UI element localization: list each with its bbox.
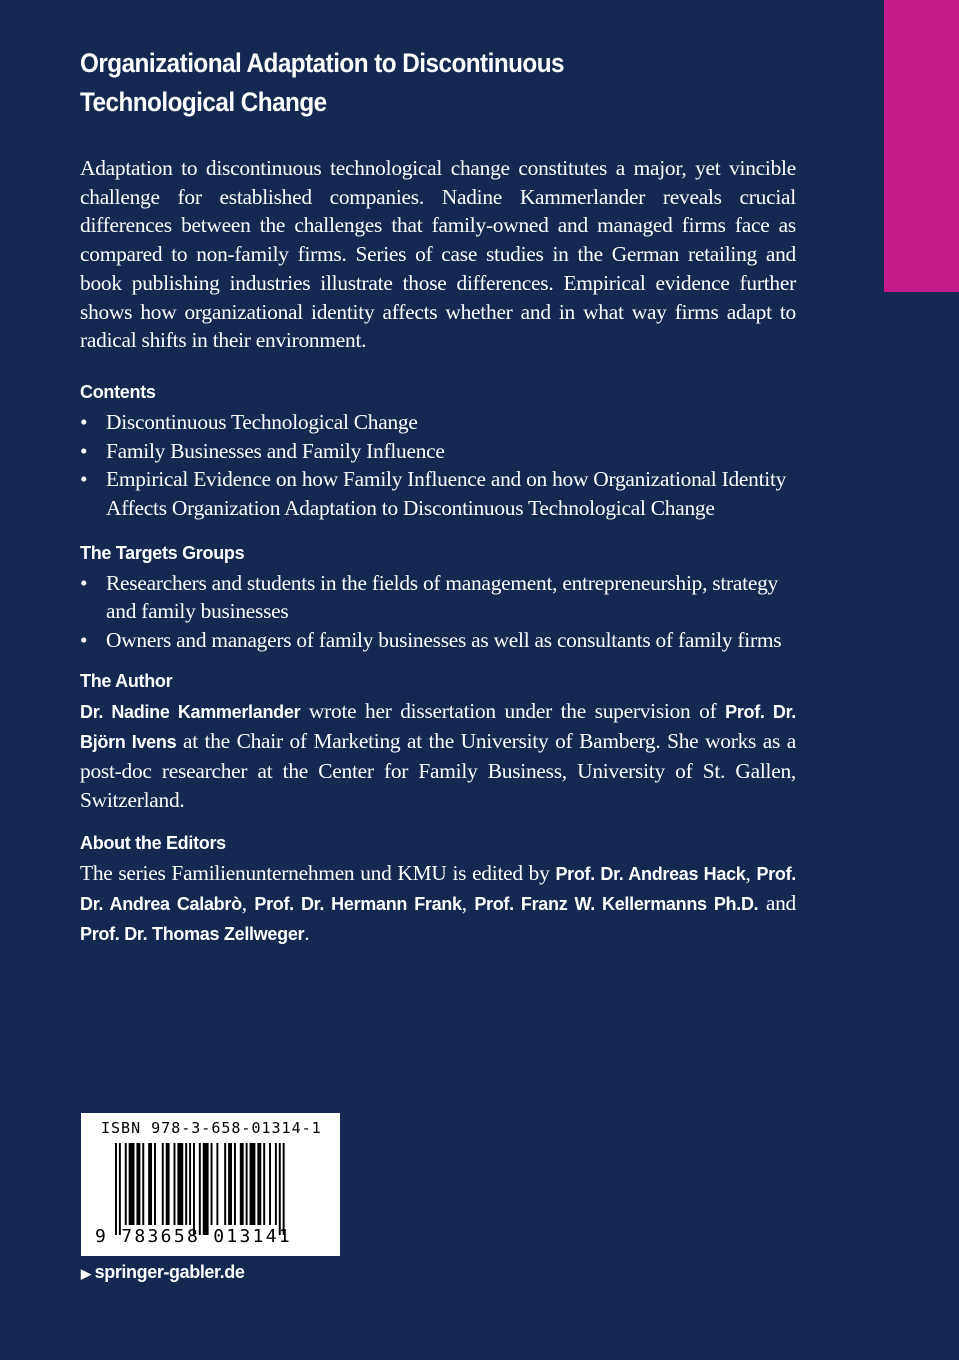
back-cover-content	[80, 44, 796, 949]
barcode-bar	[174, 1143, 176, 1225]
list-item: • Owners and managers of family businesses as well as consultants of family firms	[80, 626, 796, 655]
targets-heading: The Targets Groups	[80, 542, 245, 563]
barcode-bar	[177, 1143, 183, 1225]
barcode-bar	[154, 1143, 156, 1225]
author-name: Dr. Nadine Kammerlander	[80, 701, 301, 722]
list-item: • Empirical Evidence on how Family Influence and on how Organizational Identity Affects Organization Adaptation to Discontinuous Technological Change	[80, 467, 787, 521]
barcode-bar	[148, 1143, 152, 1225]
editor-name: Prof. Dr. Andrea Calabrò	[80, 863, 796, 914]
barcode-bar	[162, 1143, 164, 1225]
bullet-icon: •	[80, 438, 88, 463]
barcode-digits: 9 783658 013141	[95, 1226, 293, 1247]
list-item: • Family Businesses and Family Influence	[80, 437, 796, 466]
barcode-bar	[246, 1143, 248, 1225]
barcode-bar	[250, 1143, 256, 1225]
editors-text: The series Familienunternehmen und KMU is edited by Prof. Dr. Andreas Hack, Prof. Dr. Andrea Calabrò, Prof. Dr. Hermann Frank, Prof. Franz W. Kellermanns Ph.D. and Prof. Dr. Thomas Zellweger.	[80, 860, 796, 945]
book-title-line-2: Technological Change	[80, 87, 327, 117]
barcode-bar	[275, 1143, 277, 1225]
barcode-bar	[211, 1143, 213, 1225]
barcode-bar	[199, 1143, 201, 1235]
barcode-bar	[189, 1143, 191, 1225]
barcode-bar	[125, 1143, 127, 1225]
editor-name: Prof. Dr. Andreas Hack	[555, 863, 746, 884]
list-item: • Discontinuous Technological Change	[80, 408, 796, 437]
isbn-barcode	[81, 1113, 340, 1256]
contents-list	[80, 408, 796, 523]
book-title-line-1: Organizational Adaptation to Discontinuous	[80, 48, 565, 78]
arrow-right-icon: ▶	[81, 1266, 91, 1281]
editor-name: Prof. Dr. Hermann Frank	[254, 893, 462, 914]
author-bio: Dr. Nadine Kammerlander wrote her dissertation under the supervision of Prof. Dr. Björn Ivens at the Chair of Marketing at the University of Bamberg. She works as a post-doc researcher at the Center for Family Business, University of St. Gallen, Switzerland.	[80, 698, 796, 812]
barcode-bar	[136, 1143, 140, 1225]
isbn-label: ISBN 978-3-658-01314-1	[101, 1119, 322, 1137]
editors-heading: About the Editors	[80, 832, 226, 853]
barcode-bar	[234, 1143, 236, 1225]
barcode-bar	[115, 1143, 117, 1235]
bullet-icon: •	[80, 409, 88, 434]
supervisor-name: Prof. Dr. Björn Ivens	[80, 701, 796, 752]
book-description: Adaptation to discontinuous technological change constitutes a major, yet vincible challenge for established companies. Nadine Kammerlander reveals crucial differences between the challenges that family-owned and managed firms face as compared to non-family firms. Series of case studies in the German retailing and book publishing industries illustrate those differences. Empirical evidence further shows how organizational identity affects whether and in what way firms adapt to radical shifts in their environment.	[80, 156, 796, 353]
barcode-bar	[228, 1143, 232, 1225]
contents-heading: Contents	[80, 381, 156, 402]
barcode-bar	[257, 1143, 261, 1225]
barcode-bar	[119, 1143, 121, 1235]
publisher-website[interactable]: ▶ springer-gabler.de	[81, 1262, 245, 1282]
bullet-icon: •	[80, 628, 88, 653]
barcode-bar	[240, 1143, 244, 1225]
barcode-bar	[203, 1143, 209, 1235]
bullet-icon: •	[80, 570, 88, 595]
editor-name: Prof. Franz W. Kellermanns Ph.D.	[474, 893, 759, 914]
barcode-bar	[279, 1143, 281, 1235]
bullet-icon: •	[80, 467, 88, 492]
barcode-bar	[269, 1143, 271, 1225]
barcode-bar	[142, 1143, 144, 1225]
barcode-bar	[129, 1143, 135, 1225]
barcode-bar	[224, 1143, 226, 1225]
barcode-bar	[193, 1143, 195, 1235]
barcode-bar	[283, 1143, 285, 1235]
list-item: • Researchers and students in the fields of management, entrepreneurship, strategy and family businesses	[80, 570, 778, 624]
barcode-bar	[263, 1143, 265, 1225]
author-heading: The Author	[80, 670, 173, 691]
accent-color-bar	[884, 0, 959, 292]
barcode-bar	[185, 1143, 187, 1225]
targets-list	[80, 569, 796, 655]
barcode-bar	[216, 1143, 218, 1225]
barcode-bar	[166, 1143, 170, 1225]
book-title	[80, 44, 638, 122]
editor-name: Prof. Dr. Thomas Zellweger	[80, 923, 305, 944]
